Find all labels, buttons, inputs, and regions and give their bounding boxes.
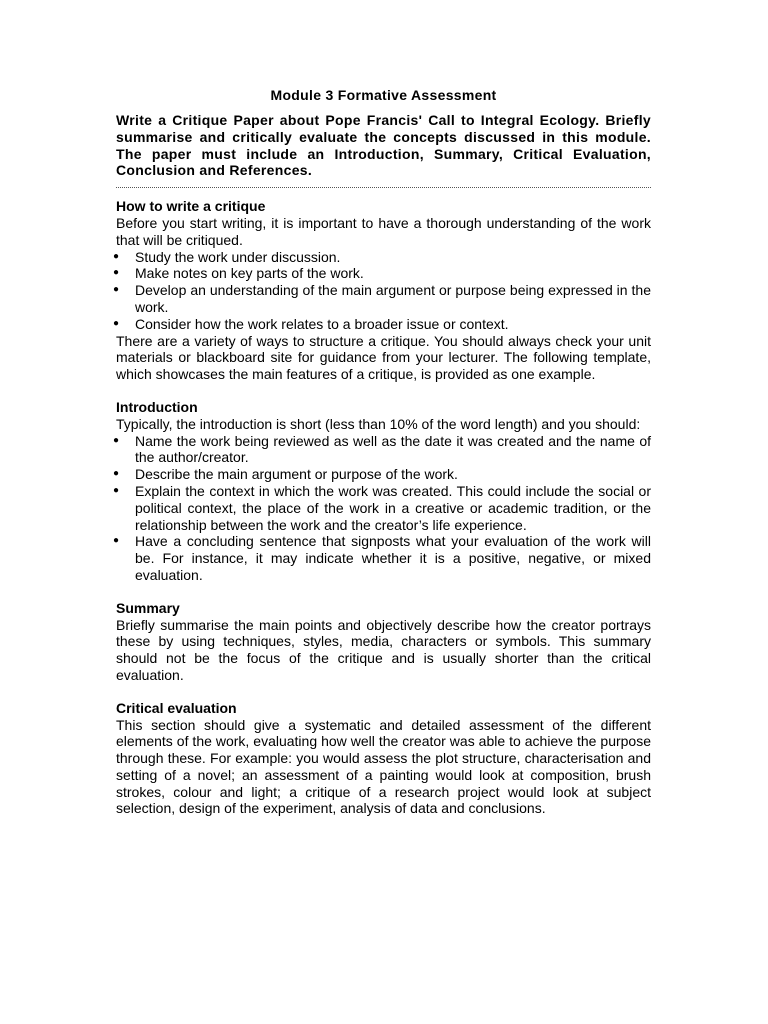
section-how-to-write [112, 198, 651, 383]
list-item: ● Make notes on key parts of the work. [112, 265, 364, 282]
bullet-list [112, 432, 651, 584]
section-outro: There are a variety of ways to structure a critique. You should always check your unit materials or blackboard site for guidance from your lecturer. The following template, which showcases the main features of a critique, is provided as one example. [116, 332, 651, 383]
list-item: ● Consider how the work relates to a broader issue or context. [112, 315, 509, 332]
bullet-list [112, 248, 651, 333]
assignment-instructions: Write a Critique Paper about Pope Francis' Call to Integral Ecology. Briefly summarise and critically evaluate the concepts discussed in this module. The paper must include an Introduction, Summary, Critical Evaluation, Conclusion and References. [116, 112, 651, 179]
list-item: ● Have a concluding sentence that signposts what your evaluation of the work will be. For instance, it may indicate whether it is a positive, negative, or mixed evaluation. [112, 533, 651, 583]
bullet-icon: ● [112, 535, 120, 547]
section-critical-evaluation [116, 700, 651, 818]
bullet-icon: ● [112, 468, 120, 480]
section-text: This section should give a systematic and detailed assessment of the different elements of the work, evaluating how well the creator was able to achieve the purpose through these. For example: you would assess the plot structure, characterisation and setting of a novel; an assessment of a painting would look at composition, brush strokes, colour and light; a critique of a research project would look at subject selection, design of the experiment, analysis of data and conclusions. [116, 716, 651, 817]
section-intro: Before you start writing, it is important to have a thorough understanding of the work that will be critiqued. [116, 214, 651, 248]
document-page [112, 86, 651, 817]
section-heading: How to write a critique [116, 198, 266, 215]
bullet-icon: ● [112, 267, 120, 279]
section-intro: Typically, the introduction is short (less than 10% of the word length) and you should: [116, 415, 641, 432]
section-heading: Summary [116, 599, 180, 616]
section-text: Briefly summarise the main points and objectively describe how the creator portrays these by using techniques, styles, media, characters or symbols. This summary should not be the focus of the critique and is usually shorter than the critical evaluation. [116, 616, 651, 683]
section-heading: Introduction [116, 398, 198, 415]
bullet-icon: ● [112, 434, 120, 446]
list-item: ● Describe the main argument or purpose of the work. [112, 466, 458, 483]
list-item: ● Name the work being reviewed as well as the date it was created and the name of the author/creator. [112, 432, 651, 466]
bullet-icon: ● [112, 317, 120, 329]
dotted-divider [116, 187, 651, 188]
bullet-icon: ● [112, 484, 120, 496]
section-introduction [112, 398, 651, 584]
list-item: ● Explain the context in which the work was created. This could include the social or political context, the place of the work in a creative or academic tradition, or the relationship between the work and the creator’s life experience. [112, 482, 651, 533]
section-summary [116, 600, 651, 684]
bullet-icon: ● [112, 250, 120, 262]
list-item: ● Study the work under discussion. [112, 248, 341, 265]
list-item: ● Develop an understanding of the main argument or purpose being expressed in the work. [112, 282, 651, 315]
section-heading: Critical evaluation [116, 699, 237, 716]
document-title: Module 3 Formative Assessment [270, 87, 497, 103]
bullet-icon: ● [112, 284, 120, 296]
